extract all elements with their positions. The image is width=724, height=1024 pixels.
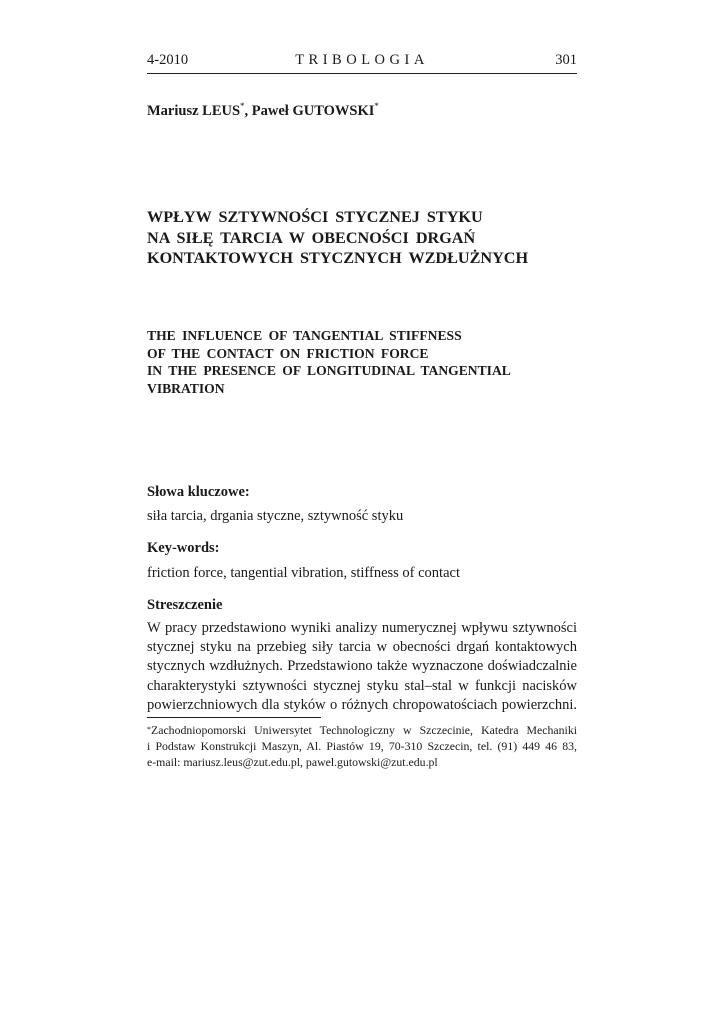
title-polish-line: NA SIŁĘ TARCIA W OBECNOŚCI DRGAŃ (147, 228, 476, 247)
footnote-mark: * (147, 725, 151, 734)
footnote-line (147, 723, 577, 739)
abstract-line: charakterystyki sztywności stycznej styku stal–stal w funkcji nacisków (147, 677, 577, 694)
footnote (147, 723, 577, 770)
keywords-en-heading: Key-words: (147, 540, 220, 556)
abstract-line: powierzchniowych dla styków o różnych chropowatościach powierzchni. (147, 696, 577, 713)
page-number: 301 (555, 52, 577, 68)
title-english (147, 327, 587, 397)
title-polish (147, 207, 587, 269)
author-leus: Mariusz LEUS (147, 103, 241, 119)
authors (147, 103, 379, 120)
author-affiliation-mark: * (240, 101, 245, 111)
running-header (147, 51, 577, 74)
footnote-divider (147, 717, 321, 718)
abstract-body (147, 619, 577, 715)
author-affiliation-mark: * (374, 101, 379, 111)
title-polish-line: WPŁYW SZTYWNOŚCI STYCZNEJ STYKU (147, 208, 483, 226)
journal-name: TRIBOLOGIA (295, 52, 429, 68)
title-english-line: IN THE PRESENCE OF LONGITUDINAL TANGENTIAL (147, 363, 511, 378)
title-english-line: THE INFLUENCE OF TANGENTIAL STIFFNESS (147, 328, 462, 343)
issue-number: 4-2010 (147, 52, 189, 68)
abstract-line: stycznych wzdłużnych. Przedstawiono także wyznaczone doświadczalnie (147, 658, 577, 675)
keywords-pl-text: siła tarcia, drgania styczne, sztywność styku (147, 508, 404, 524)
author-gutowski: Paweł GUTOWSKI (251, 103, 375, 119)
footnote-contact: e-mail: mariusz.leus@zut.edu.pl, pawel.gutowski@zut.edu.pl (147, 754, 438, 769)
abstract-line: W pracy przedstawiono wyniki analizy numerycznej wpływu sztywności (147, 620, 577, 636)
footnote-affiliation: Zachodniopomorski Uniwersytet Technologiczny w Szczecinie, Katedra Mechaniki (151, 723, 577, 737)
footnote-line: i Podstaw Konstrukcji Maszyn, Al. Piastów 19, 70-310 Szczecin, tel. (91) 449 46 83, (147, 738, 577, 753)
keywords-en-text: friction force, tangential vibration, stiffness of contact (147, 565, 460, 581)
title-polish-line: KONTAKTOWYCH STYCZNYCH WZDŁUŻNYCH (147, 249, 529, 267)
author-separator: , (244, 103, 252, 119)
title-english-line: VIBRATION (147, 380, 225, 396)
keywords-pl-heading: Słowa kluczowe: (147, 484, 250, 500)
abstract-heading: Streszczenie (147, 597, 223, 613)
abstract-line: stycznej styku na przebieg siły tarcia w obecności drgań kontaktowych (147, 639, 577, 656)
title-english-line: OF THE CONTACT ON FRICTION FORCE (147, 345, 429, 361)
